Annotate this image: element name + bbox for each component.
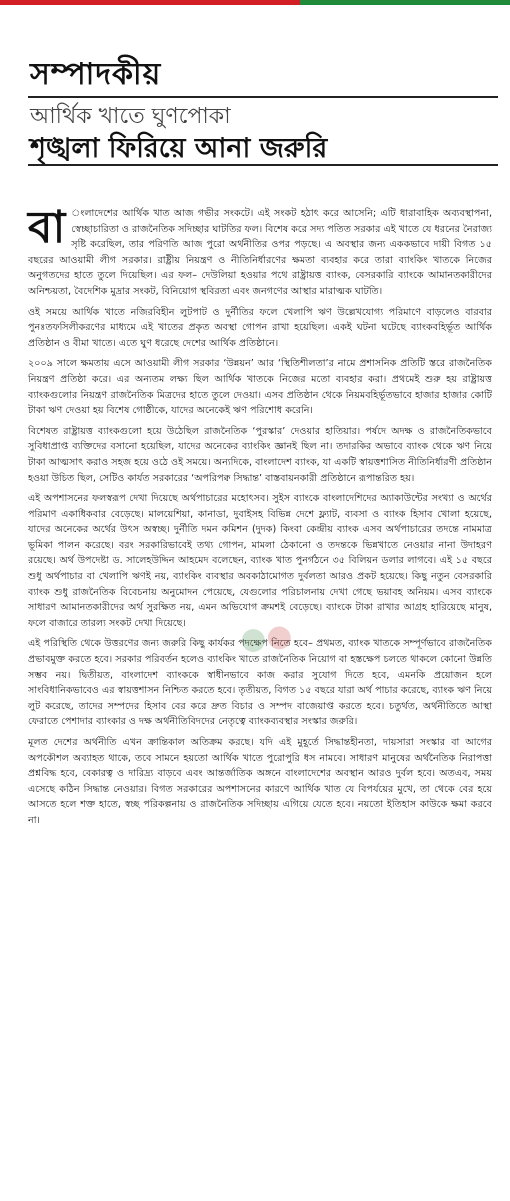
drop-cap: বা [28,202,66,253]
paragraph-text: ংলাদেশের আর্থিক খাত আজ গভীর সংকটে। এই সংকট হঠাৎ করে আসেনি; এটি ধারাবাহিক অব্যবস্থাপনা, স্বেচ্ছাচারিতা ও রাজনৈতিক সদিচ্ছার ঘাটতির ফল। বিশেষ করে সদ্য পতিত সরকার এই খাতে যে ধরনের নৈরাজ্য সৃষ্টি করেছিল, তার পরিণতি আজ পুরো অর্থনীতির ওপর পড়ছে। এ অবস্থার জন্য এককভাবে দায়ী বিগত ১৫ বছরের আওয়ামী লীগ সরকার। রাষ্ট্রীয় নিয়ন্ত্রণ ও নীতিনির্ধারণের ক্ষমতা ব্যবহার করে তারা ব্যাংকিং খাতকে নিজের অনুগতদের হাতে তুলে দিয়েছিল। এর ফল– দেউলিয়া হওয়ার পথে রাষ্ট্রায়ত্ত ব্যাংক, বেসরকারি ব্যাংকে আমানতকারীদের অনিশ্চয়তা, বৈদেশিক মুদ্রার সংকট, বিনিয়োগ স্থবিরতা এবং জনগণের আস্থার মারাত্মক ঘাটতি। [28,208,493,297]
section-masthead: সম্পাদকীয় [30,57,162,92]
article-subhead: আর্থিক খাতে ঘুণপোকা [30,104,231,129]
article-paragraph-3: ২০০৯ সালে ক্ষমতায় এসে আওয়ামী লীগ সরকার ‘উন্নয়ন’ আর ‘স্থিতিশীলতা’র নামে প্রশাসনিক প্রতিটি স্তরে রাজনৈতিক নিয়ন্ত্রণ প্রতিষ্ঠা করে। এর অন্যতম লক্ষ্য ছিল আর্থিক খাতকে নিজের মতো ব্যবহার করা। প্রথমেই শুরু হয় রাষ্ট্রায়ত্ত ব্যাংকগুলোর নিয়ন্ত্রণ রাজনৈতিক মিত্রদের হাতে তুলে দেওয়া। এসব প্রতিষ্ঠান থেকে নিয়মবহির্ভূতভাবে হাজার হাজার কোটি টাকা ঋণ দেওয়া হয় বিশেষ গোষ্ঠীকে, যাদের অনেকেই ঋণ পরিশোধ করেনি। [28,358,492,417]
article-paragraph-7: মূলত দেশের অর্থনীতি এখন ক্রান্তিকাল অতিক্রম করছে। যদি এই মুহূর্তে সিদ্ধান্তহীনতা, দায়সারা সংস্কার বা আগের অপকৌশল অব্যাহত থাকে, তবে সামনে হয়তো আর্থিক খাতে পুরোপুরি ধস নামবে। সাধারণ মানুষের অর্থনৈতিক নিরাপত্তা প্রশ্নবিদ্ধ হবে, বেকারত্ব ও দারিদ্র্য বাড়বে এবং আন্তর্জাতিক অঙ্গনে বাংলাদেশের অবস্থান আরও দুর্বল হবে। অতএব, সময় এসেছে কঠিন সিদ্ধান্ত নেওয়ার। বিগত সরকারের অপশাসনের কারণে আর্থিক খাত যে বিপর্যয়ের মুখে, তা থেকে বের হয়ে আসতে হলে শক্ত হাতে, স্বচ্ছ পরিকল্পনায় ও রাজনৈতিক সদিচ্ছায় এগিয়ে যেতে হবে। নয়তো ইতিহাস কাউকে ক্ষমা করবে না। [28,737,492,826]
article-paragraph-1 [28,202,493,300]
article-paragraph-5: এই অপশাসনের ফলস্বরূপ দেখা দিয়েছে অর্থপাচারের মহোৎসব। সুইস ব্যাংকে বাংলাদেশিদের অ্যাকাউন্টের সংখ্যা ও অর্থের পরিমাণ একাধিকবার বেড়েছে। মালয়েশিয়া, কানাডা, দুবাইসহ বিভিন্ন দেশে ফ্ল্যাট, ব্যবসা ও ব্যাংক হিসাব খোলা হয়েছে, যাদের অনেকের অর্থের উৎস অস্বচ্ছ। দুর্নীতি দমন কমিশন (দুদক) কিংবা কেন্দ্রীয় ব্যাংক এসব অর্থপাচারের তদন্তে নামমাত্র ভূমিকা পালন করেছে। বরং সরকারিভাবেই তথ্য গোপন, মামলা ঠেকানো ও তদন্তকে ভিন্নখাতে নেওয়ার নানা উদাহরণ রয়েছে। অর্থ উপদেষ্টা ড. সালেহউদ্দিন আহমেদ বলেছেন, ব্যাংক খাত পুনর্গঠনে ৩৫ বিলিয়ন ডলার লাগবে। এই ১৫ বছরে শুধু অর্থপাচার বা খেলাপি ঋণই নয়, ব্যাংকিং ব্যবস্থার অবকাঠামোগত দুর্বলতা আরও প্রকট হয়েছে। কিছু নতুন বেসরকারি ব্যাংক শুধু রাজনৈতিক বিবেচনায় অনুমোদন পেয়েছে, যেগুলোর পরিচালনায় দেখা গেছে ভয়াবহ অনিয়ম। এসব ব্যাংকে সাধারণ আমানতকারীদের অর্থ সুরক্ষিত নয়, এমন অভিযোগ ক্রমশই বেড়েছে। ব্যাংকে টাকা রাখার আগ্রহ হারিয়েছে মানুষ, ফলে বাজারে তারল্য সংকট দেখা দিয়েছে। [28,493,492,629]
masthead-rule [28,96,498,98]
watermark-mark-red: ● [264,617,295,655]
top-bar-green [300,0,510,5]
article-headline: শৃঙ্খলা ফিরিয়ে আনা জরুরি [30,133,328,164]
top-color-bar [0,0,510,5]
top-bar-red [0,0,300,5]
article-body [28,202,493,834]
article-paragraph-6: এই পরিস্থিতি থেকে উত্তরণের জন্য জরুরি কিছু কার্যকর পদক্ষেপ নিতে হবে– প্রথমত, ব্যাংক খাতকে সম্পূর্ণভাবে রাজনৈতিক প্রভাবমুক্ত করতে হবে। সরকার পরিবর্তন হলেও ব্যাংকিং খাতে রাজনৈতিক নিয়োগ বা হস্তক্ষেপ চলতে থাকলে কোনো উন্নতি সম্ভব নয়। দ্বিতীয়ত, বাংলাদেশ ব্যাংককে স্বাধীনভাবে কাজ করার সুযোগ দিতে হবে, এমনকি প্রয়োজন হলে সাংবিধানিকভাবেও এর স্বায়ত্তশাসন নিশ্চিত করতে হবে। তৃতীয়ত, বিগত ১৫ বছরে যারা অর্থ পাচার করেছে, ব্যাংক ঋণ নিয়ে লুট করেছে, তাদের সম্পদের হিসাব বের করে দ্রুত বিচার ও সম্পদ বাজেয়াপ্ত করতে হবে। চতুর্থত, অর্থনীতিতে আস্থা ফেরাতে পেশাদার ব্যাংকার ও দক্ষ অর্থনীতিবিদদের নেতৃত্বে ব্যাংকব্যবস্থার সংস্কার জরুরি। [28,638,492,728]
article-paragraph-4: বিশেষত রাষ্ট্রায়ত্ত ব্যাংকগুলো হয়ে উঠেছিল রাজনৈতিক ‘পুরস্কার’ দেওয়ার হাতিয়ার। পর্ষদে অদক্ষ ও রাজনৈতিকভাবে সুবিধাপ্রাপ্ত ব্যক্তিদের বসানো হয়েছিল, যাদের অনেকের ব্যাংকিং জ্ঞানই ছিল না। তদারকির অভাবে ব্যাংক থেকে ঋণ নিয়ে টাকা আত্মসাৎ করাও সহজ হয়ে ওঠে ওই সময়ে। অন্যদিকে, বাংলাদেশ ব্যাংক, যা একটি স্বায়ত্তশাসিত নীতিনির্ধারণী প্রতিষ্ঠান হওয়া উচিত ছিল, সেটিও কার্যত সরকারের ‘অপরিপক্ব সিদ্ধান্ত’ বাস্তবায়নকারী প্রতিষ্ঠানে রূপান্তরিত হয়। [28,425,492,484]
watermark-mark-green: ● [238,620,269,658]
publisher-watermark [238,617,294,657]
headline-rule [28,164,498,166]
article-paragraph-2: ওই সময়ে আর্থিক খাতে নজিরবিহীন লুটপাট ও দুর্নীতির ফলে খেলাপি ঋণ উল্লেখযোগ্য পরিমাণে বাড়লেও বারবার পুনঃতফসিলীকরণের মাধ্যমে এই খাতের প্রকৃত অবস্থা গোপন রাখা হয়েছিল। একই ঘটনা ঘটেছে ব্যাংকবহির্ভূত আর্থিক প্রতিষ্ঠান ও বীমা খাতে। এতে ঘুণ ধরেছে দেশের আর্থিক প্রতিষ্ঠানে। [28,306,492,349]
